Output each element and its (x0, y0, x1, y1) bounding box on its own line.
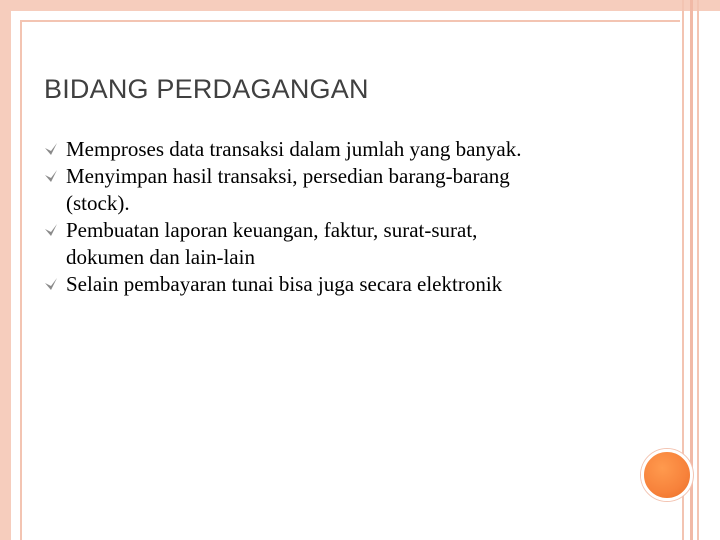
checkmark-icon (44, 277, 58, 291)
frame-left-bar (0, 0, 11, 540)
checkmark-icon (44, 169, 58, 183)
frame-right-line (697, 0, 699, 540)
bullet-list (44, 136, 644, 298)
bullet-text: Selain pembayaran tunai bisa juga secara elektronik (66, 272, 503, 296)
bullet-item (44, 163, 644, 217)
slide-title: BIDANG PERDAGANGAN (44, 74, 369, 104)
bullet-item (44, 217, 644, 271)
bullet-item (44, 271, 644, 298)
circle-icon (641, 449, 693, 501)
frame-top-bar (0, 0, 720, 11)
bullet-text: Pembuatan laporan keuangan, faktur, surat-surat, (66, 218, 478, 242)
bullet-text: Menyimpan hasil transaksi, persedian barang-barang (66, 164, 510, 188)
checkmark-icon (44, 142, 58, 156)
frame-inner-top-line (20, 20, 680, 22)
frame-inner-left-line (20, 20, 22, 540)
bullet-item (44, 136, 644, 163)
bullet-text-continuation: (stock). (66, 191, 130, 215)
checkmark-icon (44, 223, 58, 237)
frame-right-line (690, 0, 693, 540)
bullet-text-continuation: dokumen dan lain-lain (66, 245, 255, 269)
bullet-text: Memproses data transaksi dalam jumlah yang banyak. (66, 137, 522, 161)
